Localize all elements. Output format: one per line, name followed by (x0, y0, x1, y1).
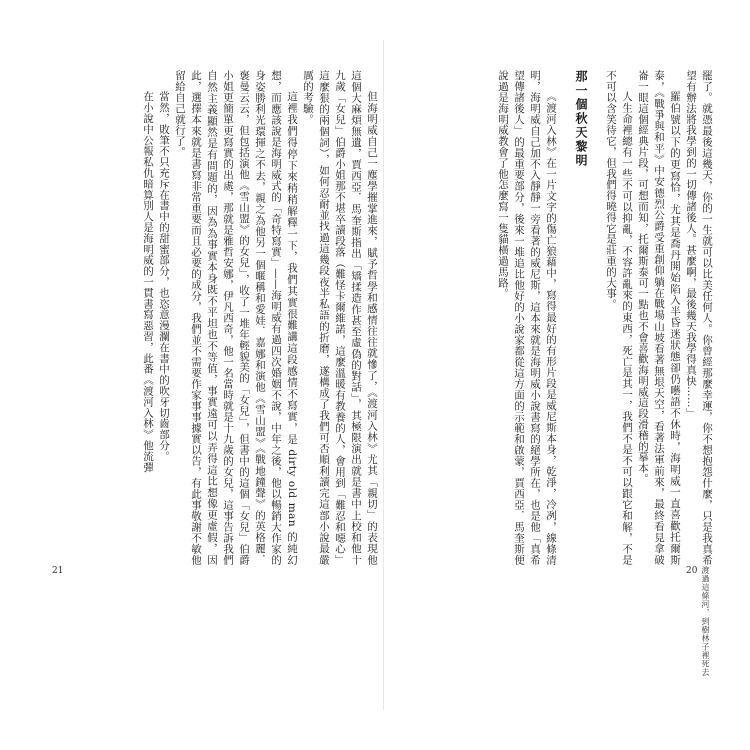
paragraph: 但海明威自己一塵學摧掌進來，賦予哲學和感情往往就慘了，《渡河入林》尤其「親切」的表現他這個大麻煩無遺，賈西亞．馬奎斯指出「矯揉造作甚至虛偽的對話」，其極限演出就是書中上校和他十九歲「女兒」伯爵小姐那不堪卒讀段落（難怪卡爾維諾，這麼溫暖有教養的人，會用到「難忍和噁心」這麼狠的兩個詞），如何忍耐並找過這幾段夜半私語的折磨，遂構成了我們可否順利讀完這部小說最嚴厲的考驗。 (302, 70, 378, 565)
paragraph: 罷了。就憑最後這幾天，你的一生就可以比美任何人。你曾經那麼幸運，你不想抱怨什麼，只是我真希望有辦法將我學到的一切傳諸後人。甚麼啊，最後幾天我學得真快……」 (685, 70, 713, 565)
right-page-body (430, 70, 715, 565)
left-page (40, 70, 380, 570)
running-head: 渡過這條河，到樹林子裡死去 (701, 566, 710, 677)
page-number-right: 20 (686, 566, 698, 576)
page-gutter (383, 40, 384, 710)
paragraph: 羅伯號以下的更寫恰，尤其是喬丹開始陷入半昏迷狀態卻仍囈語不休時，海明威一直喜歡托爾斯泰，《戰爭與和平》中安德烈公爵受重創仰躺在戰場山坡看著無垠天空，看著法軍前來，最終看見拿破崙一眼這個經典片段，可想而知，托爾斯泰可一點也不會喜歡海明威這段滑稽的摹本。 (637, 70, 681, 565)
paragraph: 人生命裡總有一些不可以抑亂，不容許亂來的東西，死亡是其一，我們不是不可以跟它和解，不是不可以含笑待它，但我們得曉得它是莊重的大事。 (605, 70, 633, 565)
left-page-body (40, 70, 380, 565)
paragraph: 《渡河入林》在一片文字的傷亡狼藉中，寫得最好的有形片段是威尼斯本身，乾淨，冷冽，線條清明，海明威自己加不入靜靜一旁看著的威尼斯，這本來就是海明威小說書寫的絕學所在，也是他「真希望傳諸後人」的最重要部分，後來一堆追比他好的小說家都從這方面的示範和啟蒙，賈西亞．馬奎斯便說過是海明威教會了他怎麼寫一隻貓橫過馬路。 (497, 70, 557, 565)
page-number-left: 21 (52, 566, 64, 576)
paragraph: 這裡我們得停下來稍稍解釋一下，我們其實很難講這段感情不寫實，是 dirty old man 的純幻想，而應該說是海明威式的「奇特寫實」——海明威有過四次婚姻不說，中年之後，他以暢銷大作家的身姿勝利光環揮之不去，親之為他另一個暱稱和愛娃．嘉娜和演他《雪山盟》《戰地鐘聲》的英格麗．褒曼云云，但包括演他《雪山盟》的女兒」，收了一堆年輕貌美的「女兒」，但書中的這個「女兒」伯爵小姐更簡單更寫實的出處，那就是雅哲安娜，伊凡西奇，他一名當時就是十九歲的女兒，這事告訴我們自然主義顯然是有問題的，因為為事實本身既不平坦也不等值，事實遠可以弄得這比想像更虛假，因此，選擇本來就是書寫非常重要而且必要的成分，我們並不需要作家事事據實以告，有此事敬謝不敏他留給自己就行了。 (174, 70, 298, 565)
paragraph: 在小說中公報私仇暗算別人是海明威的一貫書寫惡習，此番《渡河入林》他流彈 (142, 91, 154, 473)
section-heading: 那一個秋天黎明 (574, 70, 588, 168)
paragraph: 當然，敗筆不只充斥在書中的甜蜜部分，也恣意漫瀾在書中的吹牙切齒部分。 (158, 91, 170, 462)
right-page (395, 70, 715, 570)
